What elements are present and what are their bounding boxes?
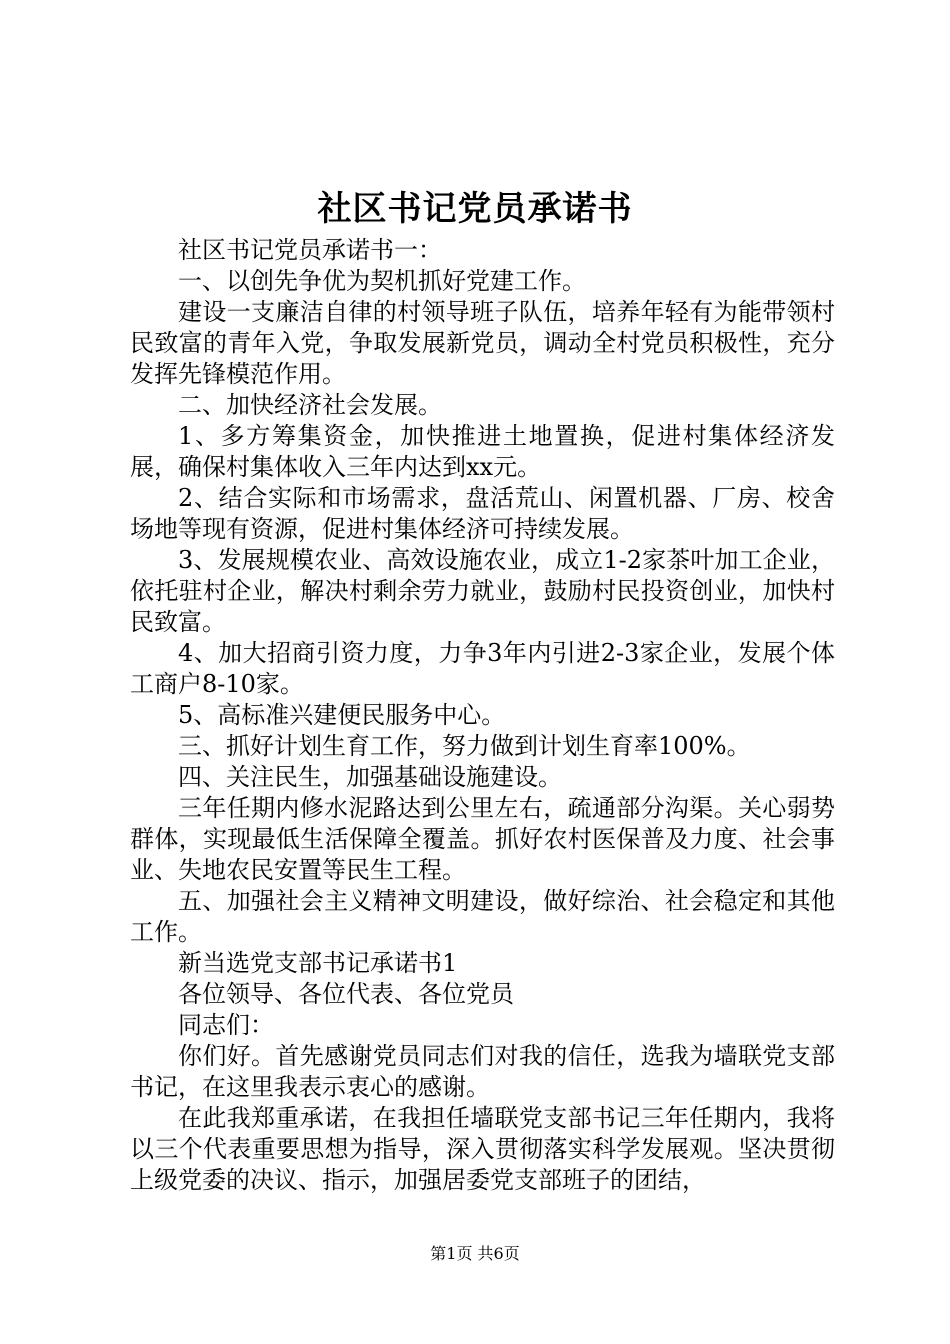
paragraph: 三年任期内修水泥路达到公里左右，疏通部分沟渠。关心弱势群体，实现最低生活保障全覆盖。抓好农村医保普及力度、社会事业、失地农民安置等民生工程。 xyxy=(130,794,835,884)
paragraph: 新当选党支部书记承诺书1 xyxy=(178,949,458,977)
paragraph: 2、结合实际和市场需求，盘活荒山、闲置机器、厂房、校舍场地等现有资源，促进村集体经济可持续发展。 xyxy=(130,484,835,543)
paragraph: 社区书记党员承诺书一： xyxy=(178,236,442,264)
document-title: 社区书记党员承诺书 xyxy=(317,189,633,229)
paragraph: 建设一支廉洁自律的村领导班子队伍，培养年轻有为能带领村民致富的青年入党，争取发展新党员，调动全村党员积极性，充分发挥先锋模范作用。 xyxy=(130,298,835,388)
page-footer: 第1页 共6页 xyxy=(430,1244,520,1263)
paragraph: 各位领导、各位代表、各位党员 xyxy=(178,980,514,1008)
paragraph: 你们好。首先感谢党员同志们对我的信任，选我为墙联党支部书记，在这里我表示衷心的感谢。 xyxy=(130,1042,835,1101)
paragraph: 1、多方筹集资金，加快推进土地置换，促进村集体经济发展，确保村集体收入三年内达到xx元。 xyxy=(130,422,835,481)
paragraph: 三、抓好计划生育工作，努力做到计划生育率100%。 xyxy=(178,732,751,760)
paragraph: 同志们： xyxy=(178,1011,274,1039)
paragraph: 五、加强社会主义精神文明建设，做好综治、社会稳定和其他工作。 xyxy=(130,887,835,946)
document-body xyxy=(130,235,835,1196)
paragraph: 四、关注民生，加强基础设施建设。 xyxy=(178,763,562,791)
paragraph: 二、加快经济社会发展。 xyxy=(178,391,442,419)
paragraph: 3、发展规模农业、高效设施农业，成立1-2家茶叶加工企业，依托驻村企业，解决村剩余劳力就业，鼓励村民投资创业，加快村民致富。 xyxy=(130,546,835,636)
paragraph: 一、以创先争优为契机抓好党建工作。 xyxy=(178,267,586,295)
paragraph: 5、高标准兴建便民服务中心。 xyxy=(178,701,506,729)
paragraph: 4、加大招商引资力度，力争3年内引进2-3家企业，发展个体工商户8-10家。 xyxy=(130,639,835,698)
paragraph: 在此我郑重承诺，在我担任墙联党支部书记三年任期内，我将以三个代表重要思想为指导，深入贯彻落实科学发展观。坚决贯彻上级党委的决议、指示，加强居委党支部班子的团结， xyxy=(130,1104,835,1194)
